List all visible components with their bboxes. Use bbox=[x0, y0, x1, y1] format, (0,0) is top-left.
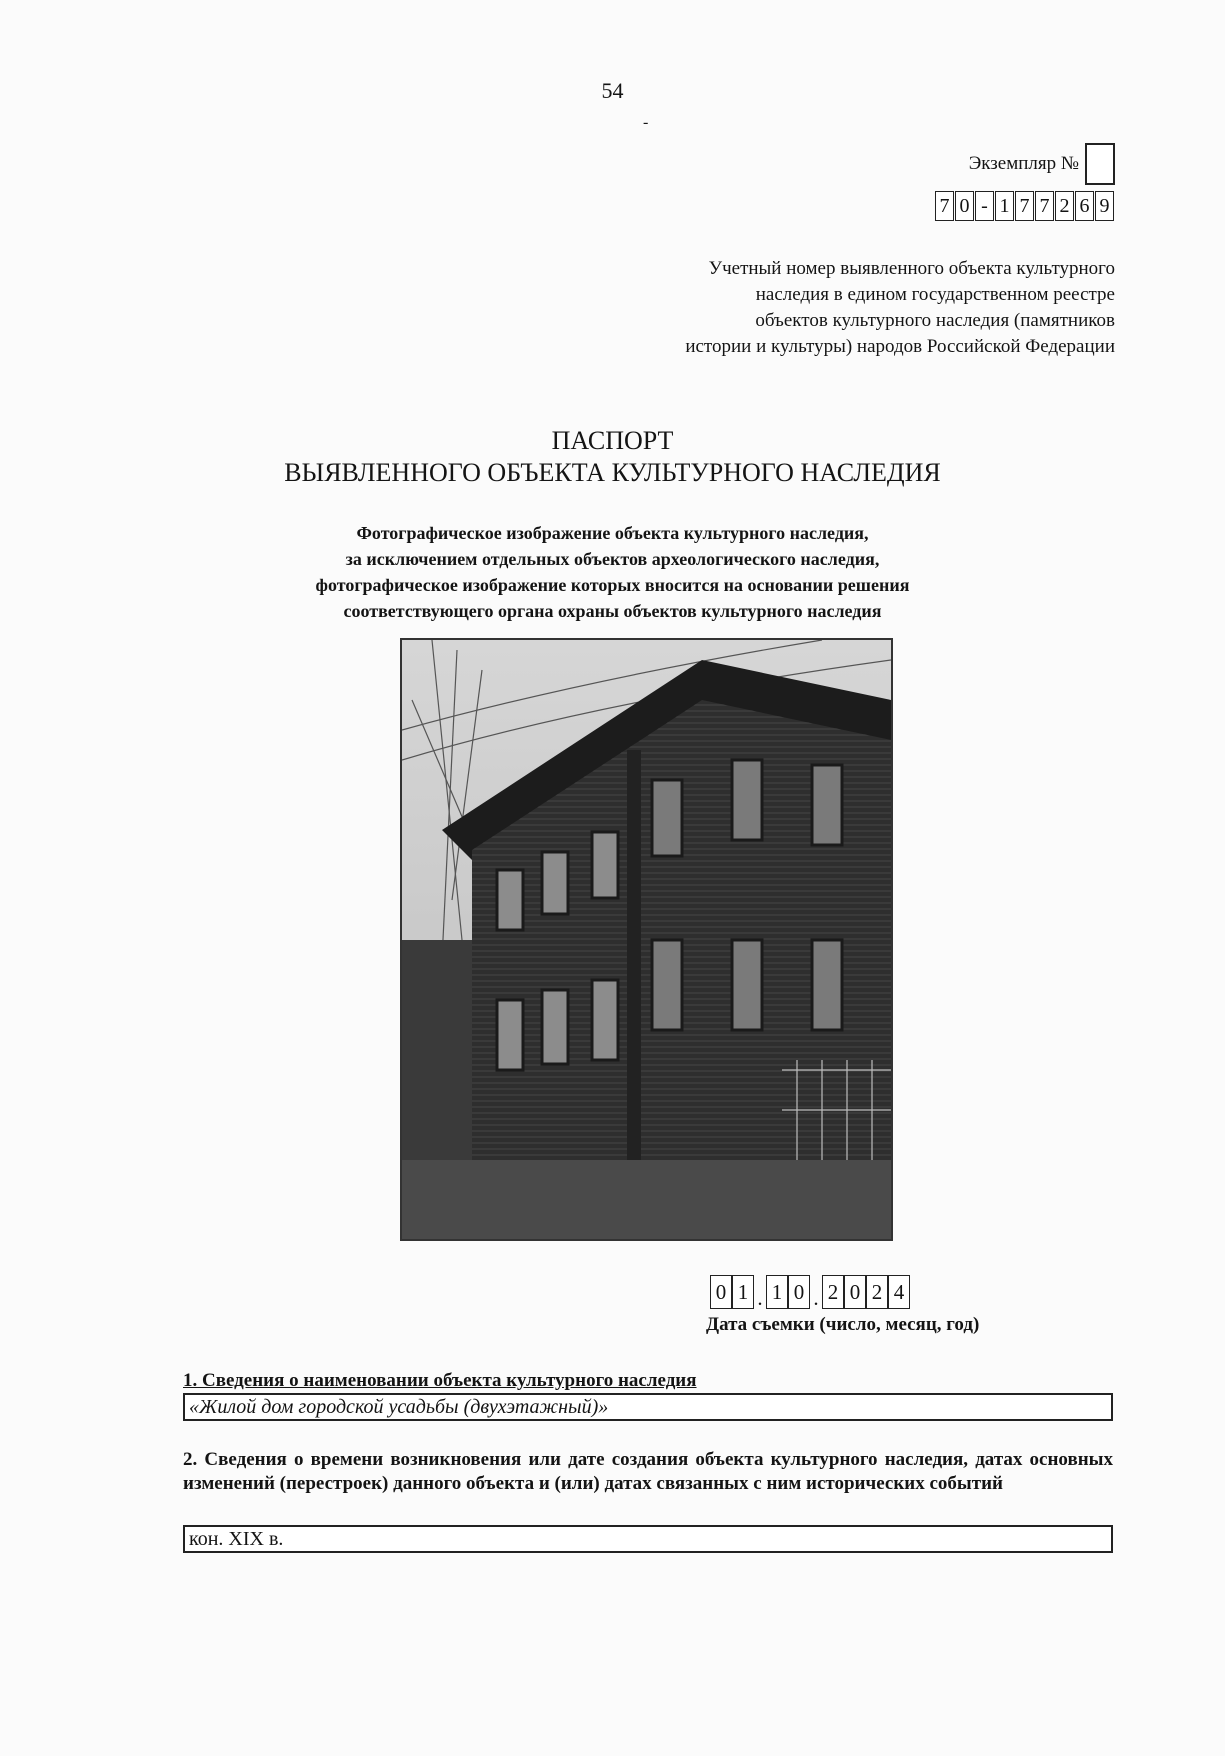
registry-caption-line: наследия в едином государственном реестре bbox=[755, 284, 1115, 305]
date-year-digit: 0 bbox=[844, 1275, 866, 1309]
date-month-digit: 1 bbox=[766, 1275, 788, 1309]
registry-digit: 0 bbox=[955, 191, 974, 221]
shooting-date bbox=[710, 1275, 910, 1309]
document-title bbox=[0, 425, 1225, 489]
date-separator: . bbox=[813, 1286, 819, 1310]
title-line-passport: ПАСПОРТ bbox=[551, 426, 674, 455]
registry-digit: 1 bbox=[995, 191, 1014, 221]
registry-digit: - bbox=[975, 191, 994, 221]
registry-caption-line: объектов культурного наследия (памятников bbox=[755, 310, 1115, 331]
registry-digit: 7 bbox=[1015, 191, 1034, 221]
date-year-digit: 4 bbox=[888, 1275, 910, 1309]
registry-caption-line: Учетный номер выявленного объекта культурного bbox=[708, 258, 1115, 279]
date-day-digit: 1 bbox=[732, 1275, 754, 1309]
date-separator: . bbox=[757, 1286, 763, 1310]
registry-digit: 2 bbox=[1055, 191, 1074, 221]
date-year-digit: 2 bbox=[866, 1275, 888, 1309]
page-mark: - bbox=[643, 114, 649, 131]
registry-digit: 7 bbox=[1035, 191, 1054, 221]
registry-number bbox=[935, 191, 1115, 221]
registry-digit: 6 bbox=[1075, 191, 1094, 221]
building-photo bbox=[400, 638, 893, 1241]
photo-caption-line: фотографическое изображение которых вносится на основании решения bbox=[315, 575, 910, 595]
registry-caption bbox=[555, 256, 1115, 360]
section-1-value: «Жилой дом городской усадьбы (двухэтажный)» bbox=[183, 1393, 1113, 1421]
copy-number-label: Экземпляр № bbox=[968, 153, 1079, 174]
section-2-value: кон. XIX в. bbox=[183, 1525, 1113, 1553]
section-2-title: 2. Сведения о времени возникновения или дате создания объекта культурного наследия, датах основных изменений (перестроек) данного объекта и (или) датах связанных с ним исторических событий bbox=[183, 1449, 1113, 1494]
shooting-date-caption: Дата съемки (число, месяц, год) bbox=[706, 1314, 980, 1335]
photo-caption-line: за исключением отдельных объектов археологического наследия, bbox=[345, 549, 880, 569]
copy-number-row bbox=[969, 143, 1115, 185]
date-year-digit: 2 bbox=[822, 1275, 844, 1309]
photo-caption-line: Фотографическое изображение объекта культурного наследия, bbox=[356, 523, 869, 543]
registry-digit: 9 bbox=[1095, 191, 1114, 221]
date-day-digit: 0 bbox=[710, 1275, 732, 1309]
page-number: 54 bbox=[601, 78, 624, 103]
copy-number-box bbox=[1085, 143, 1115, 185]
date-month-digit: 0 bbox=[788, 1275, 810, 1309]
photo-caption bbox=[0, 520, 1225, 624]
title-line-object: ВЫЯВЛЕННОГО ОБЪЕКТА КУЛЬТУРНОГО НАСЛЕДИЯ bbox=[284, 458, 941, 487]
section-1-title: 1. Сведения о наименовании объекта культурного наследия bbox=[183, 1370, 697, 1391]
registry-caption-line: истории и культуры) народов Российской Федерации bbox=[685, 336, 1115, 357]
building-photo-icon bbox=[402, 640, 891, 1239]
photo-caption-line: соответствующего органа охраны объектов культурного наследия bbox=[343, 601, 882, 621]
registry-digit: 7 bbox=[935, 191, 954, 221]
